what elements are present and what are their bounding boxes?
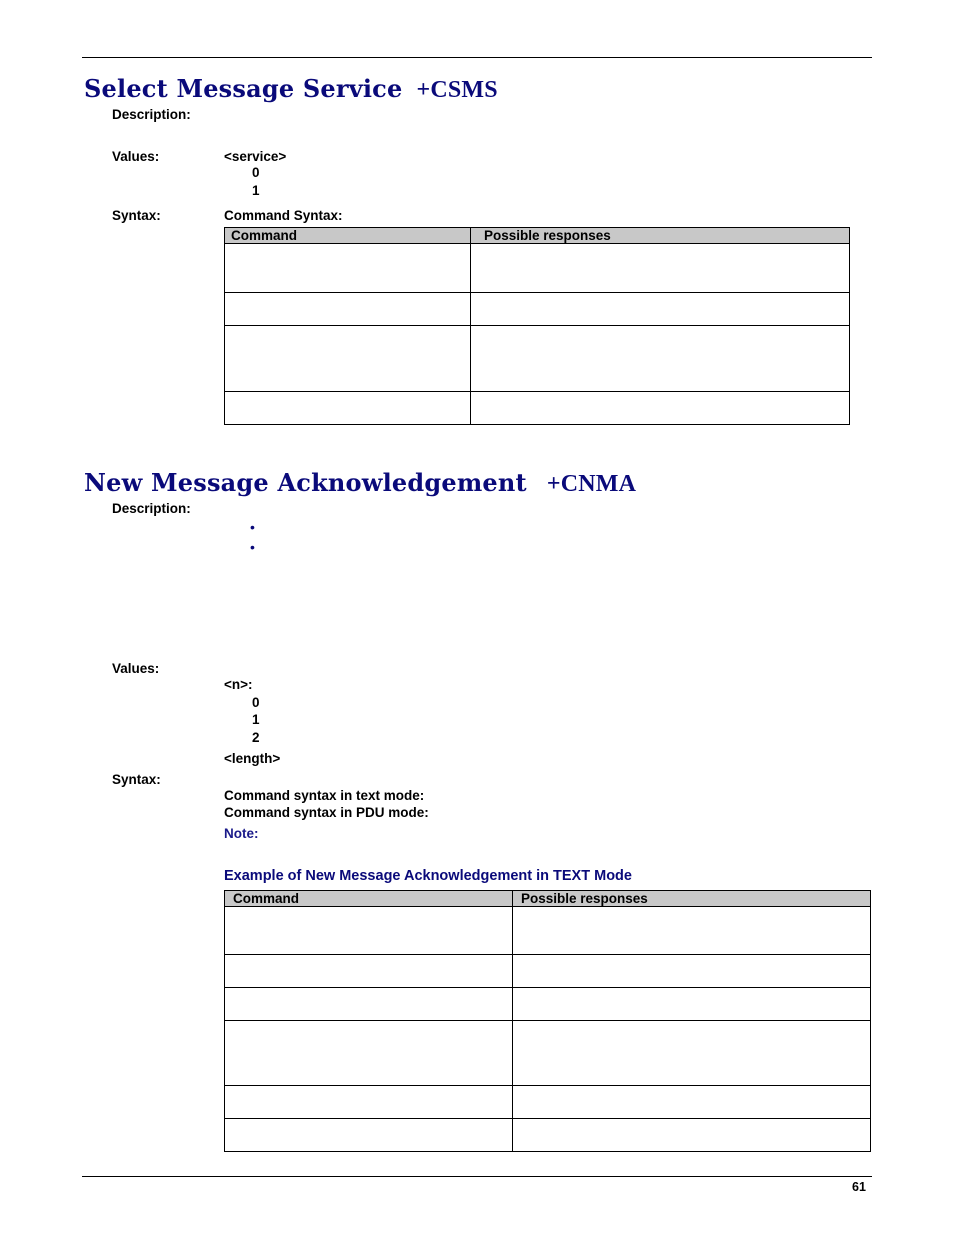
bullet-marker: •: [250, 539, 255, 555]
length-param: <length>: [224, 751, 281, 766]
description-label: Description:: [112, 501, 191, 516]
table-cell: [225, 1086, 513, 1119]
table-cell: [471, 244, 850, 293]
n-value: 2: [252, 730, 260, 745]
command-syntax-label: Command Syntax:: [224, 208, 343, 223]
syntax-label: Syntax:: [112, 772, 161, 787]
service-value: 0: [252, 165, 260, 180]
table-cell: [225, 955, 513, 988]
bullet-marker: •: [250, 519, 255, 535]
column-header-responses: Possible responses: [513, 891, 871, 907]
table-cell: [471, 392, 850, 425]
service-value: 1: [252, 183, 260, 198]
n-param: <n>:: [224, 677, 253, 692]
table-cell: [225, 1119, 513, 1152]
note-label: Note:: [224, 826, 259, 841]
table-cell: [513, 988, 871, 1021]
section-command: +CSMS: [416, 77, 498, 103]
table-row: [225, 244, 850, 293]
footer-rule: [82, 1176, 872, 1177]
section-title-text: New Message Acknowledgement: [84, 468, 527, 497]
section-title-cnma: [84, 468, 636, 498]
text-mode-label: Command syntax in text mode:: [224, 788, 425, 803]
table-cell: [471, 293, 850, 326]
table-cell: [513, 907, 871, 955]
table-cell: [225, 907, 513, 955]
table-cell: [513, 1021, 871, 1086]
table-row: [225, 1021, 871, 1086]
column-header-command: Command: [225, 228, 471, 244]
n-value: 1: [252, 712, 260, 727]
table-row: [225, 326, 850, 392]
table-row: [225, 293, 850, 326]
syntax-label: Syntax:: [112, 208, 161, 223]
section-title-text: Select Message Service: [84, 74, 403, 103]
table-row: [225, 392, 850, 425]
table-cell: [225, 988, 513, 1021]
description-label: Description:: [112, 107, 191, 122]
table-row: [225, 1119, 871, 1152]
section-command: +CNMA: [546, 471, 637, 497]
n-value: 0: [252, 695, 260, 710]
table-row: [225, 988, 871, 1021]
table-cell: [225, 326, 471, 392]
pdu-mode-label: Command syntax in PDU mode:: [224, 805, 429, 820]
example-title: Example of New Message Acknowledgement in TEXT Mode: [224, 868, 632, 884]
table-row: [225, 1086, 871, 1119]
values-label: Values:: [112, 149, 160, 164]
table-header-row: [225, 891, 871, 907]
column-header-responses: Possible responses: [471, 228, 850, 244]
table-row: [225, 955, 871, 988]
header-rule: [82, 57, 872, 58]
values-label: Values:: [112, 661, 160, 676]
table-cell: [225, 392, 471, 425]
table-cell: [225, 1021, 513, 1086]
column-header-command: Command: [225, 891, 513, 907]
table-cell: [471, 326, 850, 392]
table-cell: [225, 244, 471, 293]
table-cell: [513, 1119, 871, 1152]
cnma-example-table: [224, 890, 871, 1152]
service-param: <service>: [224, 149, 287, 164]
section-title-csms: [84, 74, 498, 104]
table-row: [225, 907, 871, 955]
table-cell: [225, 293, 471, 326]
table-cell: [513, 1086, 871, 1119]
csms-syntax-table: [224, 227, 850, 425]
table-cell: [513, 955, 871, 988]
page-number: 61: [852, 1180, 866, 1194]
table-header-row: [225, 228, 850, 244]
